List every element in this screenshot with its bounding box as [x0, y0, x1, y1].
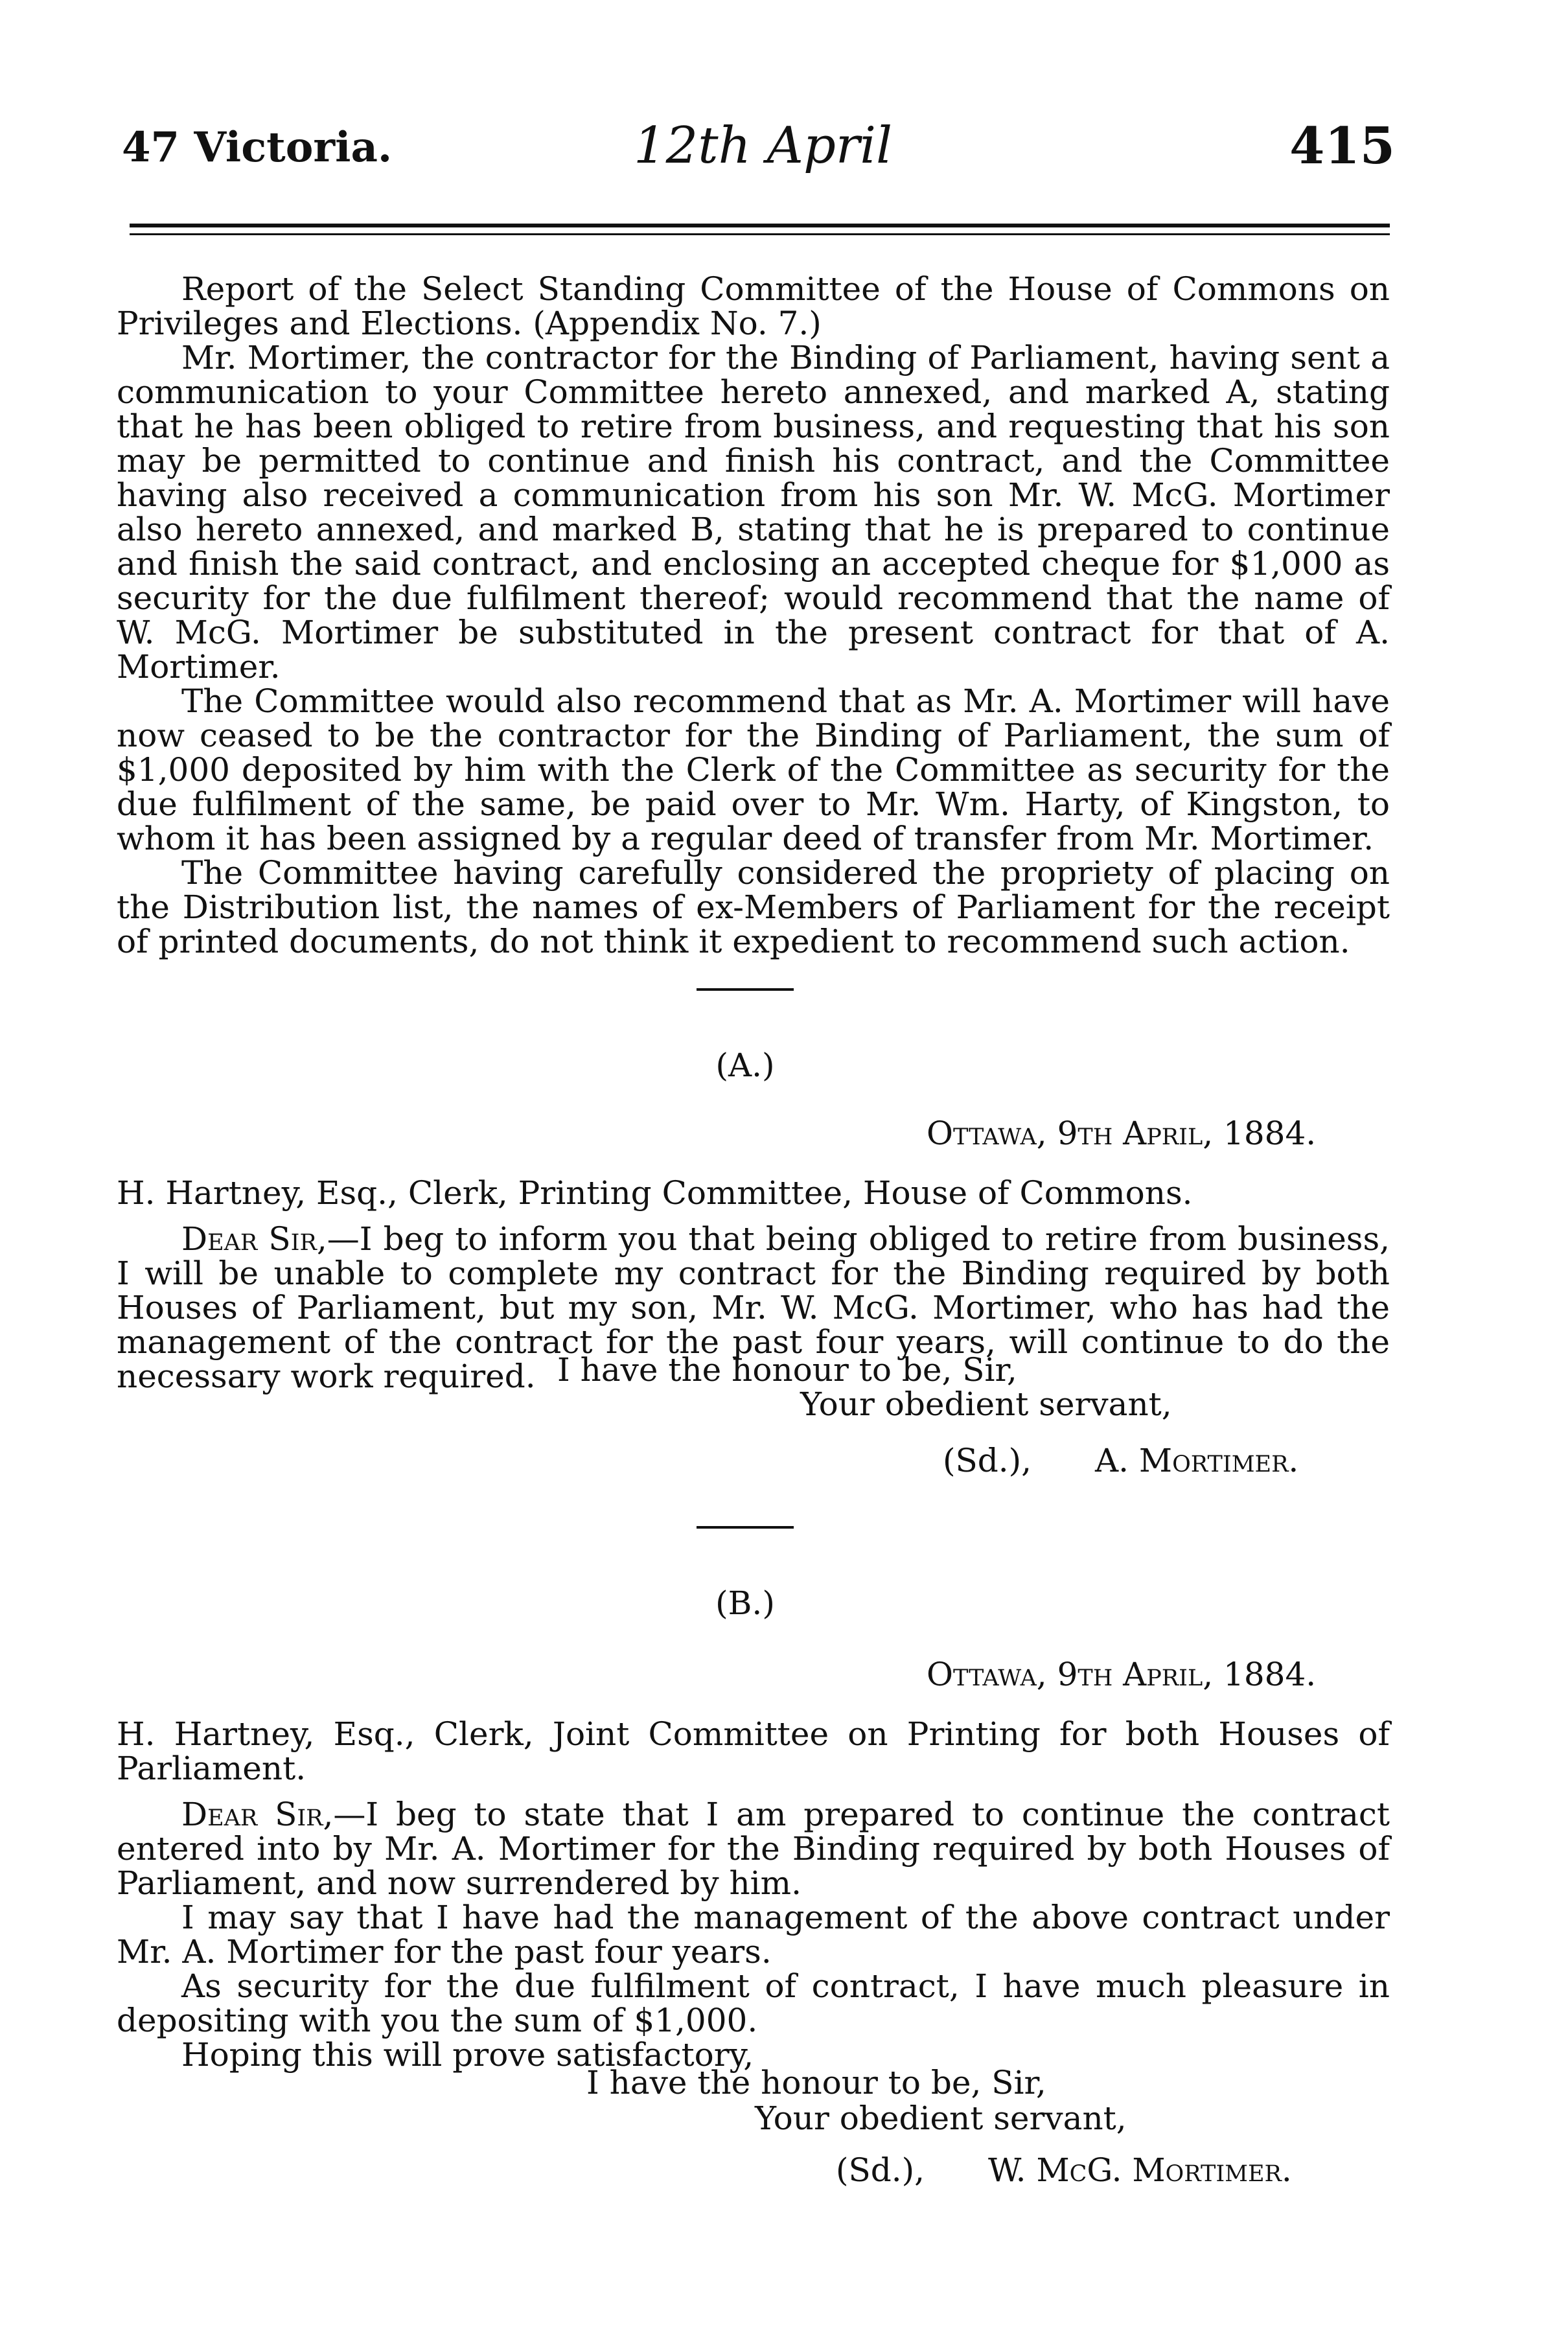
section-separator: [697, 1526, 794, 1529]
section-separator: [697, 988, 794, 991]
letter-a-sd: (Sd.),: [943, 1442, 1032, 1479]
letter-b-label: (B.): [715, 1584, 775, 1622]
letter-a-dateline: Ottawa, 9th April, 1884.: [927, 1115, 1317, 1152]
header-rule-thick: [130, 224, 1390, 227]
letter-b-hoping: Hoping this will prove satisfactory,: [181, 2036, 754, 2074]
letter-b-body: [117, 1798, 1390, 1901]
letter-b-signature: W. McG. Mortimer.: [988, 2151, 1292, 2189]
report-paragraph-deposit: The Committee would also recommend that as Mr. A. Mortimer will have now ceased to be the contractor for the Binding of Parliament, the sum of $1,000 deposited by him with the Clerk of the Committee as security for the due fulfilment of the same, be paid over to Mr. Wm. Harty, of Kingston, to whom it has been assigned by a regular deed of transfer from Mr. Mortimer.: [117, 682, 1390, 857]
report-paragraph-contract: Mr. Mortimer, the contractor for the Binding of Parliament, having sent a communication to your Committee hereto annexed, and marked A, stating that he has been obliged to retire from business, and requesting that his son may be permitted to continue and finish his contract, and the Committee having also received a communication from his son Mr. W. McG. Mortimer also hereto annexed, and marked B, stating that he is prepared to continue and finish the said contract, and enclosing an accepted cheque for $1,000 as security for the due fulfilment thereof; would recommend that the name of W. McG. Mortimer be substituted in the present contract for that of A. Mortimer.: [117, 339, 1390, 686]
letter-b-security: As security for the due fulfilment of contract, I have much pleasure in depositing with you the sum of $1,000.: [117, 1967, 1390, 2039]
committee-report: [117, 272, 1390, 959]
letter-b-valediction: Your obedient servant,: [755, 2100, 1127, 2137]
letter-b: [117, 1717, 1390, 2072]
letter-a-text: —I beg to inform you that being obliged to retire from business, I will be unable to complete my contract for the Binding required by both Houses of Parliament, but my son, Mr. W. McG. Mortimer, who has had the management of the contract for the past four years, will continue to do the necessary work required.: [117, 1220, 1390, 1395]
session-label: 47 Victoria.: [122, 123, 393, 172]
letter-b-dateline: Ottawa, 9th April, 1884.: [927, 1656, 1317, 1693]
letter-b-sd: (Sd.),: [836, 2151, 925, 2189]
letter-a-addressee: H. Hartney, Esq., Clerk, Printing Committee, House of Commons.: [117, 1174, 1193, 1212]
letter-a-label: (A.): [715, 1047, 775, 1084]
date-heading: 12th April: [634, 117, 893, 175]
page-number: 415: [1289, 117, 1395, 176]
letter-a-signature: A. Mortimer.: [1095, 1442, 1299, 1479]
letter-a-valediction: Your obedient servant,: [800, 1385, 1172, 1423]
letter-b-management: I may say that I have had the management of the above contract under Mr. A. Mortimer for the past four years.: [117, 1899, 1390, 1971]
letter-b-salutation: Dear Sir,: [181, 1796, 334, 1833]
letter-a-closing: I have the honour to be, Sir,: [557, 1351, 1017, 1389]
report-paragraph-distribution: The Committee having carefully considered the propriety of placing on the Distribution list, the names of ex-Members of Parliament for the receipt of printed documents, do not think it expedient to recommend such action.: [117, 854, 1390, 960]
header-rule-thin: [130, 233, 1390, 235]
running-header: [122, 110, 1395, 176]
report-paragraph-intro: Report of the Select Standing Committee of the House of Commons on Privileges and Elections. (Appendix No. 7.): [117, 270, 1390, 342]
letter-b-text: —I beg to state that I am prepared to continue the contract entered into by Mr. A. Mortimer for the Binding required by both Houses of Parliament, and now surrendered by him.: [117, 1796, 1390, 1902]
letter-b-closing: I have the honour to be, Sir,: [586, 2064, 1046, 2101]
letter-a-salutation: Dear Sir,: [181, 1220, 327, 1258]
letter-b-addressee: H. Hartney, Esq., Clerk, Joint Committee on Printing for both Houses of Parliament.: [117, 1715, 1390, 1787]
